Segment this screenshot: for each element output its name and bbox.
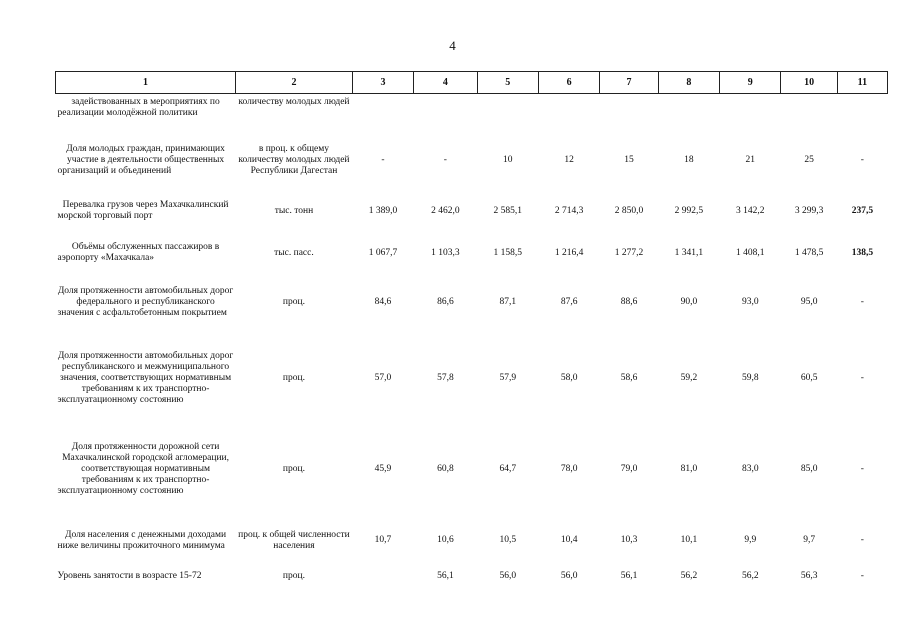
value-cell: - — [860, 535, 864, 545]
value-cell: 10,3 — [620, 535, 638, 545]
value-cell — [781, 94, 837, 132]
value-cell: 21 — [745, 154, 756, 165]
value-cell — [477, 94, 538, 132]
value-cell: 45,9 — [374, 463, 392, 474]
value-cell: 58,6 — [620, 372, 638, 383]
value-cell: 93,0 — [741, 296, 759, 307]
value-cell — [720, 94, 781, 132]
value-cell: 1 103,3 — [431, 247, 460, 258]
value-cell: 56,0 — [560, 571, 578, 581]
value-cell: 10,1 — [680, 535, 698, 545]
value-cell: 60,8 — [437, 463, 454, 474]
unit-cell: проц. — [282, 463, 305, 474]
value-cell: 138,5 — [851, 247, 874, 258]
page-number: 4 — [449, 38, 456, 53]
value-cell: - — [860, 571, 864, 581]
value-cell: 87,6 — [560, 296, 578, 307]
indicator-cell: Уровень занятости в возрасте 15-72 — [57, 571, 202, 581]
unit-cell: в проц. к общему количеству молодых людей Республики Дагестан — [238, 143, 350, 176]
value-cell: 1 158,5 — [493, 247, 523, 258]
indicator-cell: Доля молодых граждан, принимающих участие в деятельности общественных организаций и объединений — [57, 143, 225, 176]
value-cell: 85,0 — [800, 463, 818, 474]
col-header: 1 — [56, 72, 236, 94]
table-row — [56, 568, 888, 603]
value-cell: 2 462,0 — [431, 205, 460, 216]
col-header: 9 — [720, 72, 781, 94]
col-header: 7 — [600, 72, 658, 94]
value-cell: 86,6 — [437, 296, 454, 307]
value-cell: 56,2 — [741, 571, 759, 581]
value-cell: 90,0 — [680, 296, 698, 307]
value-cell: 10,7 — [374, 535, 392, 545]
value-cell: 9,9 — [744, 535, 757, 545]
value-cell: 59,8 — [741, 372, 759, 383]
value-cell: 12 — [564, 154, 574, 165]
value-cell: 10,5 — [499, 535, 517, 545]
value-cell: 56,2 — [680, 571, 698, 581]
value-cell: - — [443, 154, 447, 165]
value-cell: - — [860, 154, 864, 165]
value-cell: 25 — [804, 154, 814, 165]
value-cell — [600, 94, 658, 132]
value-cell: 57,0 — [374, 372, 392, 383]
value-cell: 3 142,2 — [736, 205, 765, 216]
value-cell: 56,3 — [800, 571, 818, 581]
value-cell: 83,0 — [741, 463, 759, 474]
indicator-cell: Доля протяженности автомобильных дорог республиканского и межмуниципального значения, соответствующих нормативным требованиям к их транспортно-эксплуатационному состоянию — [57, 350, 234, 405]
value-cell: 84,6 — [374, 296, 392, 307]
value-cell: 57,9 — [499, 372, 517, 383]
value-cell: 64,7 — [499, 463, 517, 474]
indicator-cell: Доля населения с денежными доходами ниже величины прожиточного минимума — [57, 529, 227, 551]
table-row — [56, 94, 888, 132]
indicators-table — [55, 71, 888, 603]
value-cell: 2 714,3 — [554, 205, 584, 216]
unit-cell: проц. — [282, 296, 305, 307]
value-cell: 1 389,0 — [368, 205, 398, 216]
value-cell: 88,6 — [620, 296, 638, 307]
header-row — [56, 72, 888, 94]
value-cell: - — [860, 296, 864, 307]
unit-cell: проц. — [282, 372, 305, 383]
col-header: 6 — [538, 72, 599, 94]
value-cell: 3 299,3 — [794, 205, 824, 216]
value-cell: 10 — [503, 154, 513, 165]
value-cell: 18 — [684, 154, 694, 165]
value-cell: 1 216,4 — [554, 247, 584, 258]
value-cell: 10,6 — [437, 535, 454, 545]
value-cell: 1 408,1 — [736, 247, 765, 258]
value-cell: 59,2 — [680, 372, 698, 383]
value-cell: - — [381, 154, 385, 165]
value-cell — [658, 94, 719, 132]
unit-cell: проц. — [282, 571, 305, 581]
indicator-cell: задействованных в мероприятиях по реализации молодёжной политики — [57, 97, 220, 118]
value-cell — [352, 568, 413, 603]
indicator-cell: Доля протяженности дорожной сети Махачкалинской городской агломерации, соответствующая нормативным требованиям к их транспортно-эксплуатационному состоянию — [57, 441, 230, 496]
value-cell: 15 — [624, 154, 634, 165]
unit-cell: тыс. тонн — [274, 205, 314, 216]
table-row — [56, 189, 888, 233]
value-cell: 79,0 — [620, 463, 638, 474]
value-cell: 2 585,1 — [493, 205, 523, 216]
col-header: 3 — [352, 72, 413, 94]
value-cell: 1 341,1 — [674, 247, 704, 258]
value-cell: 78,0 — [560, 463, 578, 474]
value-cell: 87,1 — [499, 296, 517, 307]
value-cell: 58,0 — [560, 372, 578, 383]
table-row — [56, 425, 888, 513]
value-cell: 9,7 — [803, 535, 816, 545]
value-cell: 56,1 — [437, 571, 454, 581]
value-cell: 81,0 — [680, 463, 698, 474]
indicator-cell: Доля протяженности автомобильных дорог федерального и республиканского значения с асфальтобетонным покрытием — [57, 285, 234, 318]
value-cell — [837, 94, 887, 132]
value-cell — [538, 94, 599, 132]
value-cell: 1 277,2 — [614, 247, 644, 258]
unit-cell: тыс. пасс. — [274, 247, 314, 258]
table-row — [56, 233, 888, 273]
unit-cell: проц. к общей численности населения — [238, 529, 350, 551]
value-cell: 1 067,7 — [368, 247, 398, 258]
unit-cell: количеству молодых людей — [238, 97, 350, 107]
table-row — [56, 273, 888, 331]
value-cell — [352, 94, 413, 132]
col-header: 4 — [414, 72, 477, 94]
value-cell: - — [860, 372, 864, 383]
value-cell: 95,0 — [800, 296, 818, 307]
indicator-cell: Перевалка грузов через Махачкалинский морской торговый порт — [57, 200, 229, 221]
col-header: 10 — [781, 72, 837, 94]
value-cell: 56,0 — [499, 571, 517, 581]
table-row — [56, 331, 888, 425]
value-cell: 1 478,5 — [794, 247, 824, 258]
value-cell: 57,8 — [437, 372, 454, 383]
value-cell: - — [860, 463, 864, 474]
indicator-cell: Объёмы обслуженных пассажиров в аэропорту «Махачкала» — [57, 242, 220, 263]
col-header: 11 — [837, 72, 887, 94]
value-cell: 237,5 — [851, 205, 874, 216]
value-cell: 60,5 — [800, 372, 818, 383]
value-cell: 2 850,0 — [614, 205, 644, 216]
value-cell — [414, 94, 477, 132]
value-cell: 2 992,5 — [674, 205, 704, 216]
col-header: 5 — [477, 72, 538, 94]
value-cell: 56,1 — [620, 571, 638, 581]
col-header: 2 — [236, 72, 353, 94]
table-row — [56, 513, 888, 568]
col-header: 8 — [658, 72, 719, 94]
value-cell: 10,4 — [560, 535, 578, 545]
table-row — [56, 131, 888, 189]
